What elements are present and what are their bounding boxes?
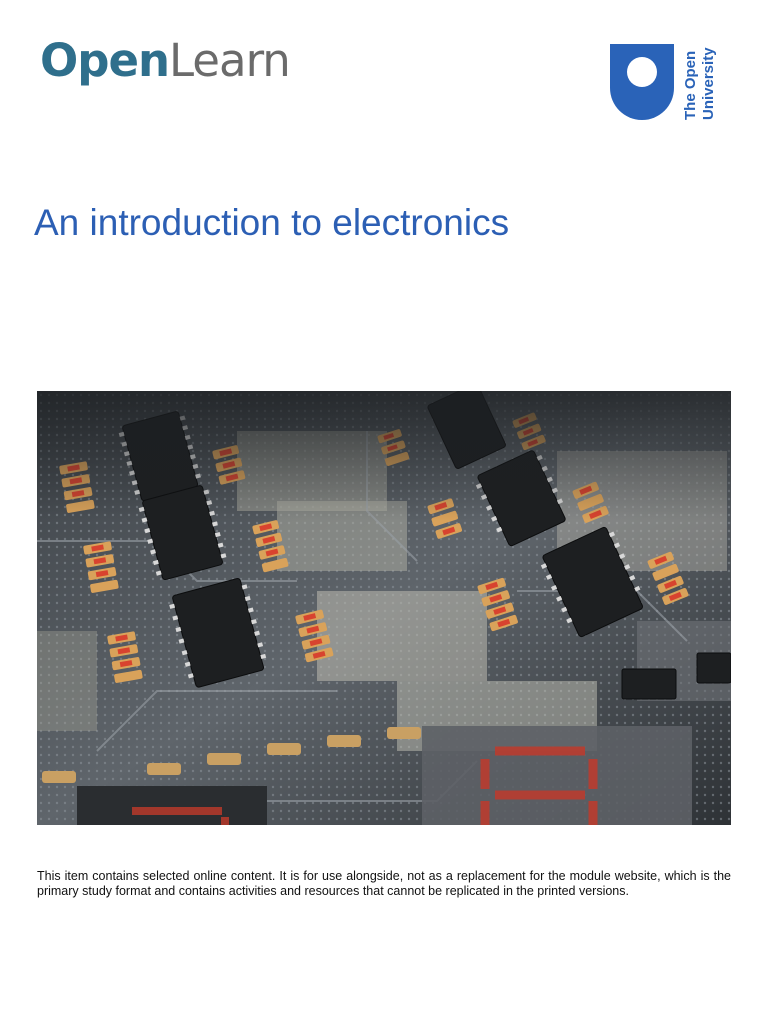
openlearn-logo bbox=[40, 34, 290, 87]
ou-line-2: University bbox=[700, 47, 717, 120]
circuit-board-photo bbox=[37, 391, 731, 825]
logo-open-text: Open bbox=[40, 34, 170, 87]
logo-learn-text: Learn bbox=[169, 34, 290, 87]
disclaimer-text: This item contains selected online content. It is for use alongside, not as a replacement for the module website, which is the primary study format and contains activities and resources that cannot be replicated in the printed versions. bbox=[37, 869, 731, 898]
open-university-wordmark bbox=[682, 47, 718, 120]
page-title: An introduction to electronics bbox=[34, 202, 510, 243]
ou-line-1: The Open bbox=[682, 50, 699, 120]
